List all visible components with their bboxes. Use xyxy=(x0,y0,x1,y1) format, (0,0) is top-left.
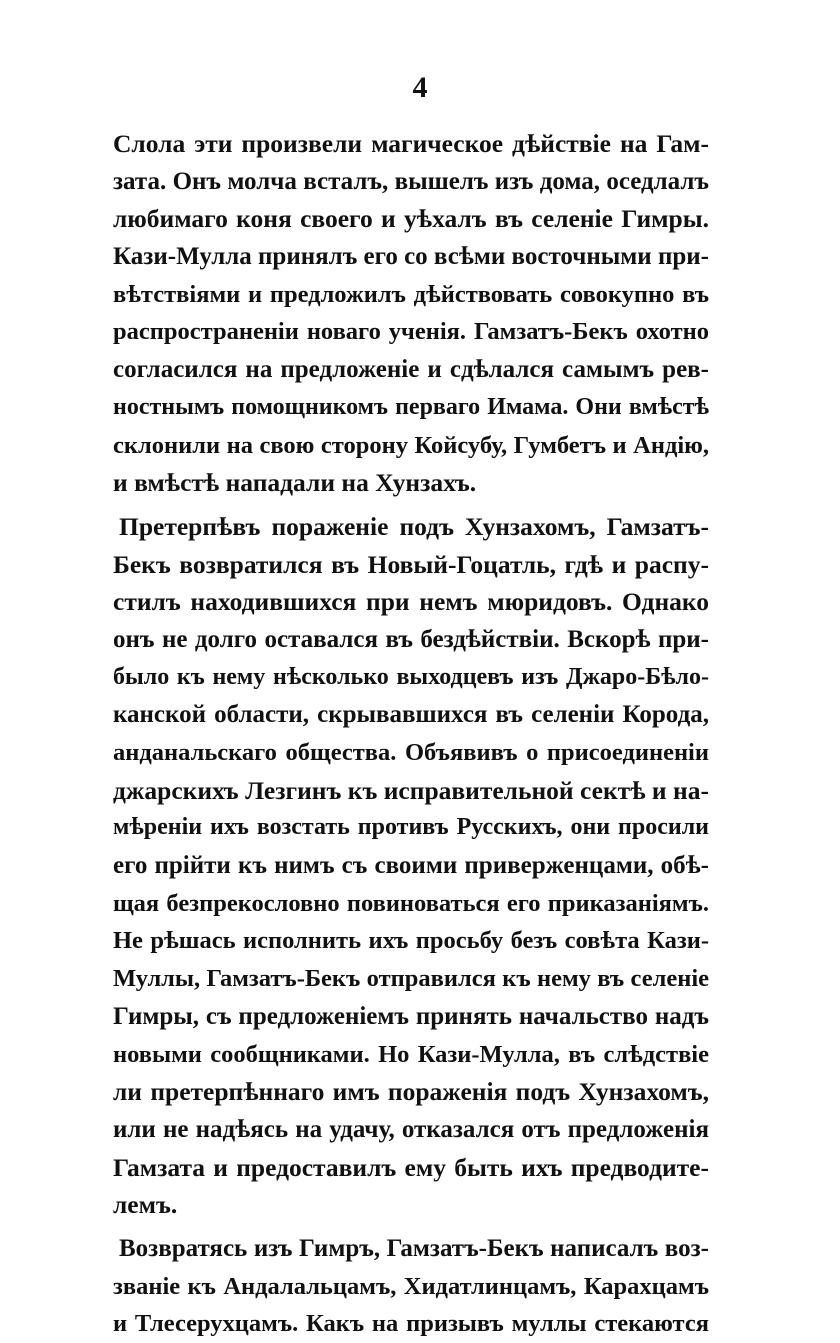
text-line: Не рѣшась исполнить ихъ просьбу безъ совѣта Кази- xyxy=(113,927,709,955)
paragraph xyxy=(113,125,709,502)
text-line: или не надѣясь на удачу, отказался отъ предложенія xyxy=(113,1115,709,1143)
text-line: джарскихъ Лезгинъ къ исправительной сектѣ и на- xyxy=(113,775,709,805)
text-line: ли претерпѣннаго имъ пораженія подъ Хунзахомъ, xyxy=(113,1077,709,1107)
text-line: было къ нему нѣсколько выходцевъ изъ Джаро-Бѣло- xyxy=(113,663,709,690)
text-line: Возвратясь изъ Гимръ, Гамзатъ-Бекъ написалъ воз- xyxy=(119,1234,709,1262)
text-line: Гамзата и предоставилъ ему быть ихъ предводите- xyxy=(113,1152,709,1182)
text-line: онъ не долго оставался въ бездѣйствіи. Вскорѣ при- xyxy=(113,625,709,653)
text-line: стилъ находившихся при немъ мюридовъ. Однако xyxy=(113,587,709,617)
text-line: и вмѣстѣ нападали на Хунзахъ. xyxy=(113,468,477,498)
paragraph xyxy=(113,1230,709,1343)
text-line: Гимры, съ предложеніемъ принять начальство надъ xyxy=(113,1002,709,1030)
text-line: канской области, скрывавшихся въ селеніи Корода, xyxy=(113,701,709,729)
text-line: Претерпѣвъ пораженіе подъ Хунзахомъ, Гамзатъ- xyxy=(119,511,709,541)
text-line: мѣреніи ихъ возстать противъ Русскихъ, они просили xyxy=(113,814,709,841)
text-line: Слола эти произвели магическое дѣйствіе на Гам- xyxy=(113,129,709,158)
text-line: ностнымъ помощникомъ перваго Имама. Они вмѣстѣ xyxy=(113,393,709,420)
text-line: Кази-Мулла принялъ его со всѣми восточными при- xyxy=(113,243,709,271)
paragraph xyxy=(113,508,709,1224)
text-line: анданальскаго общества. Объявивъ о присоединеніи xyxy=(113,739,709,766)
text-line: щая безпрекословно повиноваться его приказаніямъ. xyxy=(113,889,709,917)
text-line: согласился на предложеніе и сдѣлался самымъ рев- xyxy=(113,356,709,384)
text-line: склонили на свою сторону Койсубу, Гумбетъ и Андію, xyxy=(113,431,709,459)
text-line: Бекъ возвратился въ Новый-Гоцатль, гдѣ и распу- xyxy=(113,549,709,579)
text-line: распространеніи новаго ученія. Гамзатъ-Бекъ охотно xyxy=(113,318,709,346)
text-line: лемъ. xyxy=(113,1190,178,1220)
text-line: любимаго коня своего и уѣхалъ въ селеніе Гимры. xyxy=(113,204,709,234)
text-line: Муллы, Гамзатъ-Бекъ отправился къ нему въ селеніе xyxy=(113,965,709,993)
page-number: 4 xyxy=(412,71,428,104)
text-line: новыми сообщниками. Но Кази-Мулла, въ слѣдствіе xyxy=(113,1040,709,1068)
text-line: его прійти къ нимъ съ своими приверженцами, обѣ- xyxy=(113,852,709,880)
text-line: вѣтствіями и предложилъ дѣйствовать совокупно въ xyxy=(113,280,709,308)
text-line: званіе къ Андалальцамъ, Хидатлинцамъ, Карахцамъ xyxy=(113,1272,709,1300)
body-text xyxy=(113,125,709,1343)
text-line: зата. Онъ молча всталъ, вышелъ изъ дома, оседлалъ xyxy=(113,167,709,195)
text-line: и Тлесерухцамъ. Какъ на призывъ муллы стекаются xyxy=(113,1310,709,1338)
